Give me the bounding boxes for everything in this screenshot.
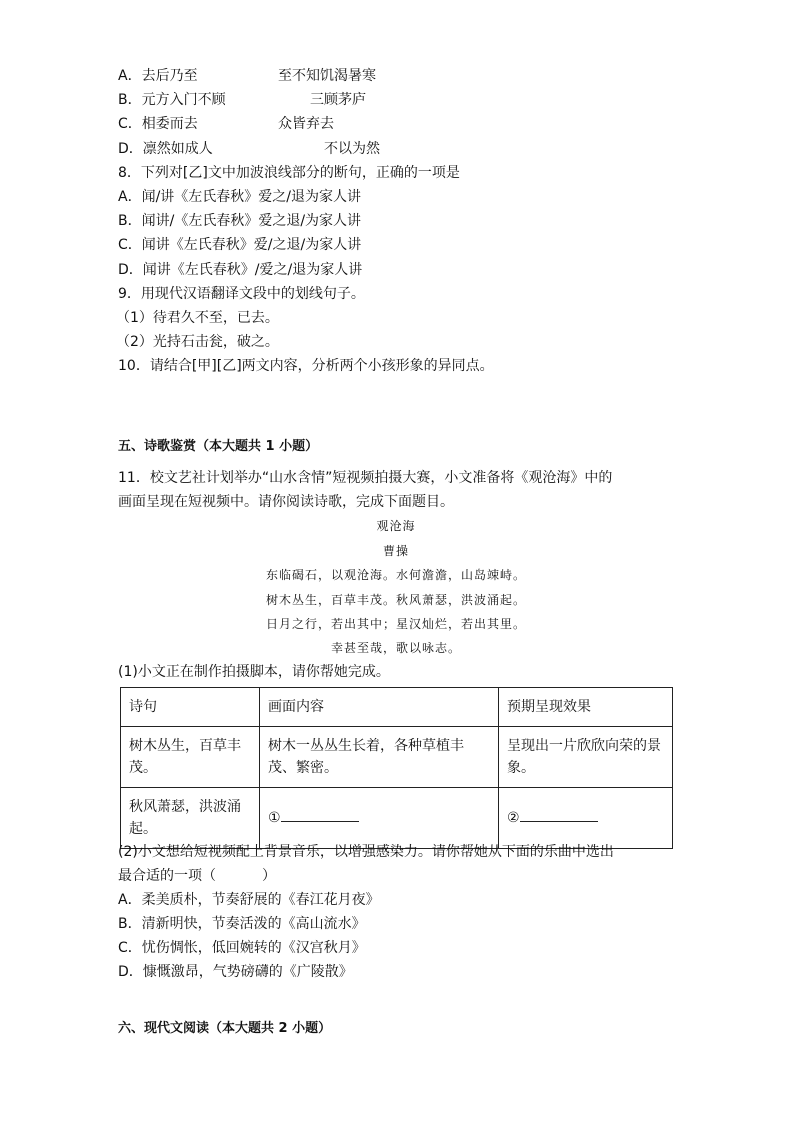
table-header-row (121, 688, 673, 727)
section-5-heading: 五、诗歌鉴赏（本大题共 1 小题） (118, 439, 319, 454)
q9-item-2: （2）光持石击瓮，破之。 (116, 334, 279, 350)
q8-stem: 8．下列对[乙]文中加波浪线部分的断句，正确的一项是 (118, 165, 460, 181)
poem-author: 曹操 (382, 544, 409, 558)
q10-stem: 10．请结合[甲][乙]两文内容，分析两个小孩形象的异同点。 (118, 358, 494, 374)
q7-option-d: D．凛然如成人 不以为然 (118, 141, 380, 157)
table-cell: 秋风萧瑟，洪波涌起。 (121, 788, 260, 849)
answer-cell-2[interactable]: ② (499, 788, 673, 849)
poem-line: 东临碣石，以观沧海。水何澹澹，山岛竦峙。 (265, 568, 526, 582)
shooting-script-table (120, 687, 673, 849)
table-cell: 树木一丛丛生长着，各种草植丰茂、繁密。 (260, 727, 499, 788)
q11-part2-option-c: C．忧伤惆怅，低回婉转的《汉宫秋月》 (118, 940, 366, 956)
table-header-cell: 画面内容 (260, 688, 499, 727)
q7-option-b: B．元方入门不顾 三顾茅庐 (118, 92, 366, 108)
answer-blank-1[interactable] (281, 807, 359, 822)
q8-option-b: B．闻讲/《左氏春秋》爱之退/为家人讲 (118, 213, 362, 229)
answer-cell-1[interactable]: ① (260, 788, 499, 849)
q11-part2-stem-line-2: 最合适的一项（ ） (118, 868, 276, 884)
table-row (121, 727, 673, 788)
q8-option-c: C．闻讲《左氏春秋》爱/之退/为家人讲 (118, 237, 362, 253)
q11-stem-line-2: 画面呈现在短视频中。请你阅读诗歌，完成下面题目。 (118, 494, 454, 510)
table-row (121, 788, 673, 849)
q11-part2-option-b: B．清新明快，节奏活泼的《高山流水》 (118, 916, 366, 932)
table-cell: 呈现出一片欣欣向荣的景象。 (499, 727, 673, 788)
q8-option-d: D．闻讲《左氏春秋》/爱之/退为家人讲 (118, 262, 363, 278)
poem-line: 日月之行，若出其中；星汉灿烂，若出其里。 (265, 617, 526, 631)
section-6-heading: 六、现代文阅读（本大题共 2 小题） (118, 1021, 332, 1036)
poem-line: 幸甚至哉，歌以咏志。 (330, 641, 461, 655)
table-header-cell: 诗句 (121, 688, 260, 727)
poem-title: 观沧海 (376, 519, 416, 533)
table-cell: 树木丛生，百草丰茂。 (121, 727, 260, 788)
answer-blank-2[interactable] (520, 807, 598, 822)
q9-stem: 9．用现代汉语翻译文段中的划线句子。 (118, 286, 365, 302)
q7-option-a: A．去后乃至 至不知饥渴暑寒 (118, 68, 376, 84)
q11-part1-stem: (1)小文正在制作拍摄脚本，请你帮她完成。 (118, 664, 390, 680)
q11-part2-option-d: D．慷慨激昂，气势磅礴的《广陵散》 (118, 964, 353, 980)
q8-option-a: A．闻/讲《左氏春秋》爱之/退为家人讲 (118, 189, 362, 205)
q11-part2-option-a: A．柔美质朴，节奏舒展的《春江花月夜》 (118, 892, 380, 908)
q9-item-1: （1）待君久不至，已去。 (116, 310, 279, 326)
poem-line: 树木丛生，百草丰茂。秋风萧瑟，洪波涌起。 (265, 593, 526, 607)
q7-option-c: C．相委而去 众皆弃去 (118, 116, 334, 132)
q11-stem-line-1: 11．校文艺社计划举办“山水含情”短视频拍摄大赛，小文准备将《观沧海》中的 (118, 470, 613, 486)
table-header-cell: 预期呈现效果 (499, 688, 673, 727)
q11-part2-stem-line-1: (2)小文想给短视频配上背景音乐，以增强感染力。请你帮她从下面的乐曲中选出 (118, 844, 614, 860)
